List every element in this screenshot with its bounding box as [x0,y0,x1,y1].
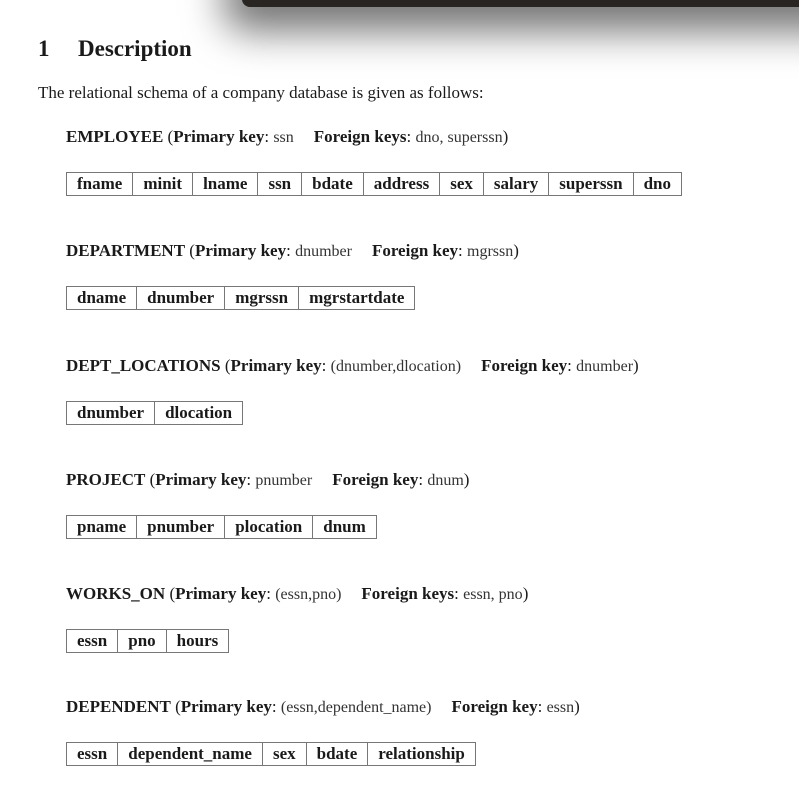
foreign-key-label: Foreign key [332,470,419,489]
attribute-cell: lname [193,173,258,196]
relation-name: DEPARTMENT [66,241,186,260]
attribute-cell: hours [166,630,229,653]
foreign-key-label: Foreign key [451,697,538,716]
attribute-cell: salary [483,173,548,196]
foreign-key-value: dnum [427,472,464,489]
attribute-cell: dnumber [67,402,155,425]
relation-schema-table [66,172,682,196]
section-heading [38,36,192,62]
foreign-key-label: Foreign keys [313,127,407,146]
attribute-cell: mgrstartdate [299,287,415,310]
attribute-cell: superssn [549,173,633,196]
primary-key-label: Primary key [155,470,247,489]
section-number: 1 [38,36,50,61]
attribute-cell: mgrssn [225,287,299,310]
primary-key-value: (dnumber,dlocation) [330,358,462,375]
primary-key-label: Primary key [175,584,267,603]
relation-heading: DEPT_LOCATIONS (Primary key: (dnumber,dlocation) Foreign key: dnumber) [66,356,639,375]
relation-schema-table [66,629,229,653]
attribute-cell: relationship [368,743,476,766]
attribute-cell: bdate [306,743,368,766]
attribute-cell: essn [67,743,118,766]
attribute-cell: sex [440,173,484,196]
attribute-cell: pno [118,630,166,653]
relation-heading: DEPENDENT (Primary key: (essn,dependent_name) Foreign key: essn) [66,697,580,716]
attribute-cell: pname [67,516,137,539]
attribute-cell: dno [633,173,681,196]
relation-heading: EMPLOYEE (Primary key: ssn Foreign keys: dno, superssn) [66,127,509,146]
relation-schema-table [66,515,377,539]
primary-key-value: pnumber [255,472,313,489]
attribute-cell: fname [67,173,133,196]
section-title: Description [78,36,192,61]
foreign-key-value: dnumber [576,358,634,375]
primary-key-value: ssn [273,129,294,146]
relation-name: DEPENDENT [66,697,171,716]
overlapping-window-edge [242,0,799,7]
foreign-key-label: Foreign keys [361,584,455,603]
attribute-cell: dlocation [155,402,243,425]
attribute-cell: dnumber [137,287,225,310]
attribute-cell: dname [67,287,137,310]
attribute-cell: dnum [313,516,377,539]
intro-paragraph: The relational schema of a company database is given as follows: [38,83,484,102]
primary-key-label: Primary key [180,697,272,716]
attribute-cell: sex [262,743,306,766]
primary-key-value: (essn,dependent_name) [280,699,432,716]
relation-heading: WORKS_ON (Primary key: (essn,pno) Foreign keys: essn, pno) [66,584,529,603]
attribute-cell: dependent_name [118,743,263,766]
attribute-cell: ssn [258,173,302,196]
attribute-cell: minit [133,173,193,196]
primary-key-label: Primary key [230,356,322,375]
foreign-key-label: Foreign key [481,356,568,375]
relation-name: EMPLOYEE [66,127,164,146]
attribute-cell: plocation [225,516,313,539]
primary-key-label: Primary key [173,127,265,146]
attribute-cell: pnumber [137,516,225,539]
foreign-key-value: essn, pno [463,586,523,603]
relation-schema-table [66,401,243,425]
foreign-key-label: Foreign key [371,241,459,260]
relation-name: DEPT_LOCATIONS [66,356,221,375]
attribute-cell: bdate [302,173,364,196]
relation-name: PROJECT [66,470,146,489]
foreign-key-value: dno, superssn [415,129,503,146]
foreign-key-value: mgrssn [467,243,514,260]
relation-heading: DEPARTMENT (Primary key: dnumber Foreign key: mgrssn) [66,241,519,260]
relation-heading: PROJECT (Primary key: pnumber Foreign key: dnum) [66,470,470,489]
attribute-cell: essn [67,630,118,653]
relation-schema-table [66,286,415,310]
primary-key-label: Primary key [194,241,287,260]
foreign-key-value: essn [546,699,575,716]
primary-key-value: (essn,pno) [275,586,342,603]
primary-key-value: dnumber [295,243,352,260]
relation-schema-table [66,742,476,766]
relation-name: WORKS_ON [66,584,166,603]
attribute-cell: address [363,173,439,196]
